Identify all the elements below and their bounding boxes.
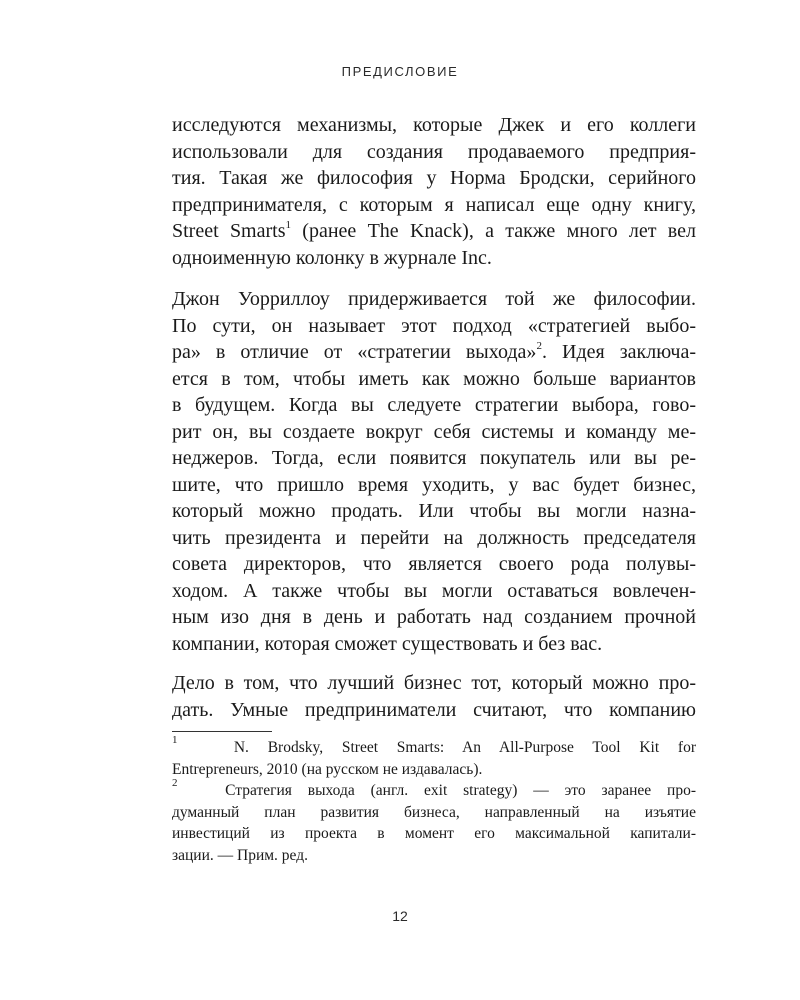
text-line: ется в том, чтобы иметь как можно больше вариантов [172, 367, 696, 390]
paragraph-1 [172, 112, 696, 271]
text-line: одноименную колонку в журнале Inc. [172, 246, 492, 269]
text-line: Дело в том, что лучший бизнес тот, который можно про- [172, 672, 696, 694]
footnote-1-line: Entrepreneurs, 2010 (на русском не издавалась). [172, 760, 483, 778]
text-line: компании, которая сможет существовать и без вас. [172, 632, 603, 655]
paragraph-2 [172, 286, 696, 657]
text-line: Джон Уорриллоу придерживается той же философии. [172, 288, 696, 310]
footnote-1-line [172, 734, 696, 759]
footnote-2-line: инвестиций из проекта в момент его максимальной капитали- [172, 825, 696, 842]
running-header: ПРЕДИСЛОВИЕ [341, 64, 459, 79]
footnote-2-line: зации. — Прим. ред. [172, 846, 308, 864]
text-line: предпринимателя, с которым я написал еще одну книгу, [172, 193, 696, 216]
text-line: использовали для создания продаваемого предприя- [172, 140, 696, 163]
text-line: дать. Умные предприниматели считают, что компанию [172, 698, 696, 721]
footnote-2-mark: 2 [172, 777, 178, 789]
text-fragment: (ранее The Knack), а также много лет вел [302, 220, 696, 242]
footnote-1-mark: 1 [172, 734, 178, 746]
text-line: шите, что пришло время уходить, у вас будет бизнес, [172, 473, 696, 496]
text-line-with-ref [172, 339, 696, 366]
text-line: ходом. А также чтобы вы могли оставаться вовлечен- [172, 579, 696, 602]
text-line: в будущем. Когда вы следуете стратегии выбора, гово- [172, 394, 696, 416]
text-line: исследуются механизмы, которые Джек и его коллеги [172, 114, 696, 136]
text-line: По сути, он называет этот подход «стратегией выбо- [172, 314, 696, 337]
text-line: рит он, вы создаете вокруг себя системы и команду ме- [172, 420, 696, 443]
text-line: тия. Такая же философия у Норма Бродски, серийного [172, 167, 696, 189]
footnote-2-text: Стратегия выхода (англ. exit strategy) — это заранее про- [225, 782, 696, 799]
text-line: чить президента и перейти на должность председателя [172, 526, 696, 549]
footnote-2-line: думанный план развития бизнеса, направленный на изъятие [172, 803, 696, 821]
text-line-with-ref [172, 218, 696, 245]
footnote-2-line [172, 777, 696, 802]
text-line: неджеров. Тогда, если появится покупатель или вы ре- [172, 447, 696, 469]
footnotes [172, 734, 696, 866]
page-number: 12 [392, 908, 408, 924]
footnote-ref-2: 2 [536, 340, 542, 352]
footnote-1-text: N. Brodsky, Street Smarts: An All-Purpose Tool Kit for [233, 739, 696, 756]
text-fragment: ра» в отличие от «стратегии выхода» [172, 341, 537, 363]
footnote-divider [172, 731, 272, 732]
text-line: ным изо дня в день и работать над созданием прочной [172, 606, 696, 628]
book-title: Street Smarts [172, 220, 286, 242]
paragraph-3 [172, 670, 696, 723]
text-fragment: . Идея заключа- [541, 341, 696, 363]
text-line: который можно продать. Или чтобы вы могли назна- [172, 500, 696, 522]
text-line: совета директоров, что является своего рода полувы- [172, 553, 696, 575]
footnote-ref-1: 1 [285, 219, 291, 231]
